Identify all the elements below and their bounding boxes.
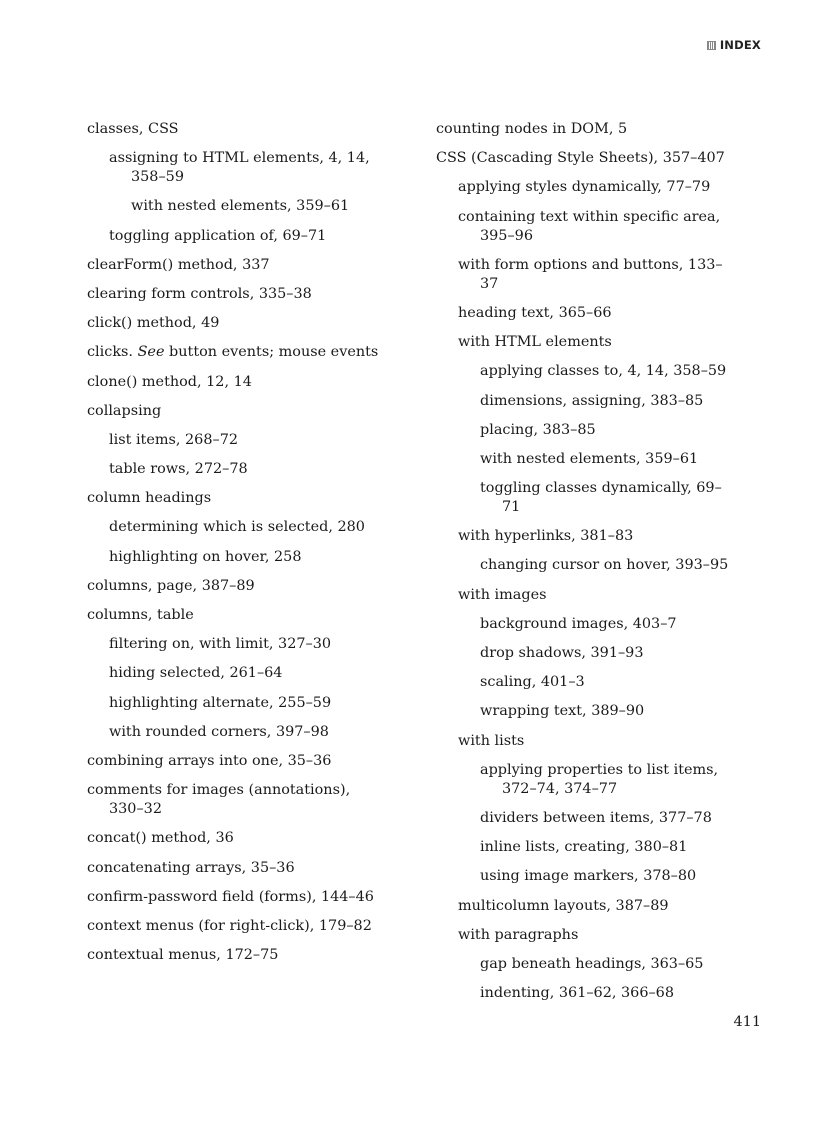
- index-entry: concat() method, 36: [87, 830, 234, 847]
- index-entry: with form options and buttons, 133–37: [458, 256, 723, 292]
- running-head-text: INDEX: [719, 38, 761, 52]
- index-entry: containing text within specific area, 395–96: [458, 208, 721, 244]
- index-entry: clearing form controls, 335–38: [87, 285, 312, 302]
- running-head: [707, 38, 761, 52]
- index-entry-reference: button events; mouse events: [164, 344, 379, 361]
- index-entry: gap beneath headings, 363–65: [480, 955, 704, 972]
- index-entry: wrapping text, 389–90: [480, 703, 645, 720]
- index-entry: with hyperlinks, 381–83: [458, 528, 634, 545]
- index-entry: changing cursor on hover, 393–95: [480, 557, 729, 574]
- index-entry: click() method, 49: [87, 315, 220, 332]
- index-entry: with HTML elements: [458, 334, 612, 351]
- index-entry: with nested elements, 359–61: [480, 450, 699, 467]
- index-entry: highlighting alternate, 255–59: [109, 694, 332, 711]
- index-entry: assigning to HTML elements, 4, 14, 358–59: [109, 150, 370, 186]
- index-entry: scaling, 401–3: [480, 674, 585, 691]
- index-entry: with paragraphs: [458, 926, 579, 943]
- index-entry: dimensions, assigning, 383–85: [480, 392, 704, 409]
- index-entry: applying styles dynamically, 77–79: [458, 179, 711, 196]
- index-entry: comments for images (annotations), 330–32: [87, 782, 351, 818]
- index-entry: hiding selected, 261–64: [109, 665, 283, 682]
- index-entry: list items, 268–72: [109, 431, 239, 448]
- index-entry: confirm-password field (forms), 144–46: [87, 888, 374, 905]
- index-entry: with nested elements, 359–61: [131, 198, 350, 215]
- index-entry: with images: [458, 586, 547, 603]
- page-number: 411: [733, 1014, 761, 1030]
- index-entry: context menus (for right-click), 179–82: [87, 917, 372, 934]
- index-entry: heading text, 365–66: [458, 304, 612, 321]
- index-entry: with rounded corners, 397–98: [109, 723, 329, 740]
- index-entry: collapsing: [87, 402, 162, 419]
- index-entry: clone() method, 12, 14: [87, 373, 252, 390]
- index-entry: applying classes to, 4, 14, 358–59: [480, 363, 727, 380]
- index-entry: drop shadows, 391–93: [480, 645, 644, 661]
- index-entry: determining which is selected, 280: [109, 519, 365, 536]
- index-column-right: [436, 120, 736, 1013]
- index-column-left: [87, 120, 387, 975]
- index-entry: column headings: [87, 490, 212, 507]
- index-entry: with lists: [458, 732, 525, 749]
- index-entry: filtering on, with limit, 327–30: [109, 636, 332, 653]
- index-entry: highlighting on hover, 258: [109, 548, 302, 565]
- index-entry: columns, table: [87, 607, 194, 623]
- index-entry: columns, page, 387–89: [87, 577, 255, 594]
- index-entry: applying properties to list items, 372–74, 374–77: [480, 761, 719, 797]
- index-entry: [87, 343, 387, 362]
- index-entry: counting nodes in DOM, 5: [436, 121, 628, 137]
- index-entry: table rows, 272–78: [109, 461, 248, 478]
- index-entry: using image markers, 378–80: [480, 868, 697, 885]
- index-entry: combining arrays into one, 35–36: [87, 752, 332, 769]
- index-entry: placing, 383–85: [480, 421, 596, 438]
- index-entry: background images, 403–7: [480, 615, 677, 632]
- index-entry: concatenating arrays, 35–36: [87, 859, 295, 876]
- index-entry: classes, CSS: [87, 121, 179, 137]
- section-marker-icon: [707, 41, 716, 50]
- index-entry: toggling application of, 69–71: [109, 227, 327, 244]
- see-reference: See: [137, 344, 165, 361]
- index-entry: contextual menus, 172–75: [87, 947, 279, 964]
- index-entry: clearForm() method, 337: [87, 256, 270, 273]
- index-entry: toggling classes dynamically, 69–71: [480, 480, 722, 516]
- index-entry-term: clicks.: [87, 344, 138, 361]
- index-entry: indenting, 361–62, 366–68: [480, 985, 674, 1002]
- index-entry: CSS (Cascading Style Sheets), 357–407: [436, 150, 725, 167]
- index-entry: dividers between items, 377–78: [480, 809, 712, 826]
- index-entry: multicolumn layouts, 387–89: [458, 897, 669, 914]
- index-entry: inline lists, creating, 380–81: [480, 839, 688, 856]
